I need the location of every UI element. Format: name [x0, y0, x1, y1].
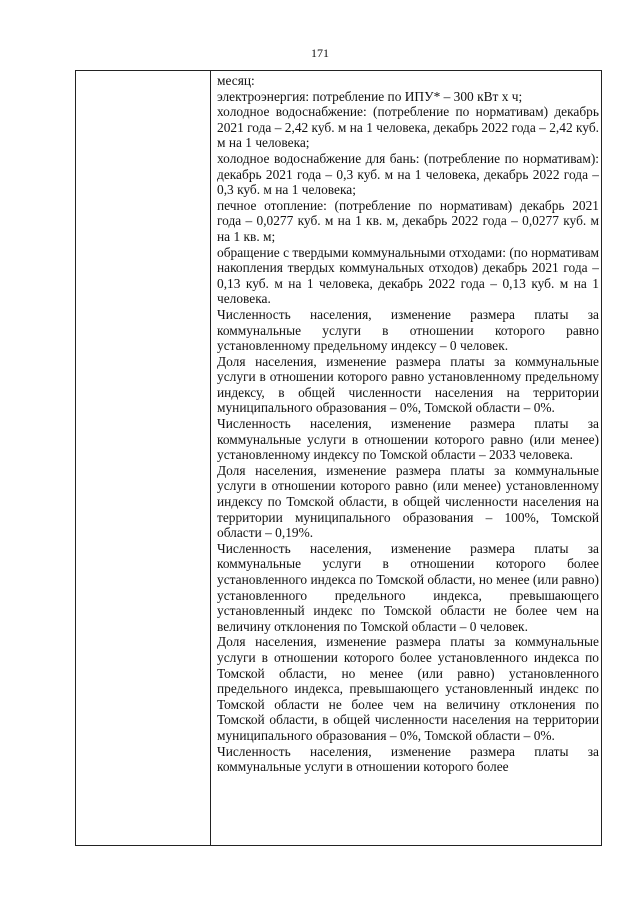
paragraph-population-equal-limit: Численность населения, изменение размера платы за коммунальные услуги в отношении которого равно установленному предельному индексу – 0 человек. [217, 306, 599, 354]
paragraph-solid-waste: обращение с твердыми коммунальными отходами: (по нормативам накопления твердых коммунальных отходов) декабрь 2021 года – 0,13 куб. м на 1 человека, декабрь 2022 года – 0,13 куб. м на 1 человека. [217, 244, 599, 307]
paragraph-electricity: электроэнергия: потребление по ИПУ* – 300 кВт х ч; [217, 88, 523, 104]
paragraph-population-within-index: Численность населения, изменение размера платы за коммунальные услуги в отношении которого равно (или менее) установленному индексу по Томской области – 2033 человека. [217, 416, 599, 463]
page-number: 171 [311, 46, 329, 60]
document-table [75, 70, 602, 846]
table-right-column [217, 73, 599, 843]
paragraph-cold-water: холодное водоснабжение: (потребление по нормативам) декабрь 2021 года – 2,42 куб. м на 1 человека, декабрь 2022 года – 2,42 куб. м на 1 человека; [217, 104, 599, 151]
paragraph-cold-water-baths: холодное водоснабжение для бань: (потребление по нормативам): декабрь 2021 года – 0,3 куб. м на 1 человека, декабрь 2022 года – 0,3 куб. м на 1 человека; [217, 150, 599, 198]
paragraph-share-within-index: Доля населения, изменение размера платы за коммунальные услуги в отношении которого равно (или менее) установленному индексу по Томской области, в общей численности населения на территории муниципального образования – 100%, Томской области – 0,19%. [217, 462, 599, 541]
paragraph-population-more: Численность населения, изменение размера платы за коммунальные услуги в отношении которого более [217, 743, 599, 775]
paragraph-month: месяц: [217, 73, 255, 88]
paragraph-population-above-index: Численность населения, изменение размера платы за коммунальные услуги в отношении которого более установленного индекса по Томской области, но менее (или равно) установленного предельного индекса, превышающего установленный индекс по Томской области не более чем на величину отклонения по Томской области – 0 человек. [217, 540, 599, 634]
paragraph-stove-heating: печное отопление: (потребление по нормативам) декабрь 2021 года – 0,0277 куб. м на 1 кв. м, декабрь 2022 года – 0,0277 куб. м на 1 кв. м; [217, 197, 599, 244]
paragraph-share-equal-limit: Доля населения, изменение размера платы за коммунальные услуги в отношении которого равно установленному предельному индексу, в общей численности населения на территории муниципального образования – 0%, Томской области – 0%. [217, 353, 599, 416]
paragraph-share-above-index: Доля населения, изменение размера платы за коммунальные услуги в отношении которого более установленного индекса по Томской области, но менее (или равно) установленного предельного индекса, превышающего установленный индекс по Томской области не более чем на величину отклонения по Томской области, в общей численности населения на территории муниципального образования – 0%, Томской области – 0%. [217, 634, 599, 743]
column-divider [210, 71, 211, 845]
